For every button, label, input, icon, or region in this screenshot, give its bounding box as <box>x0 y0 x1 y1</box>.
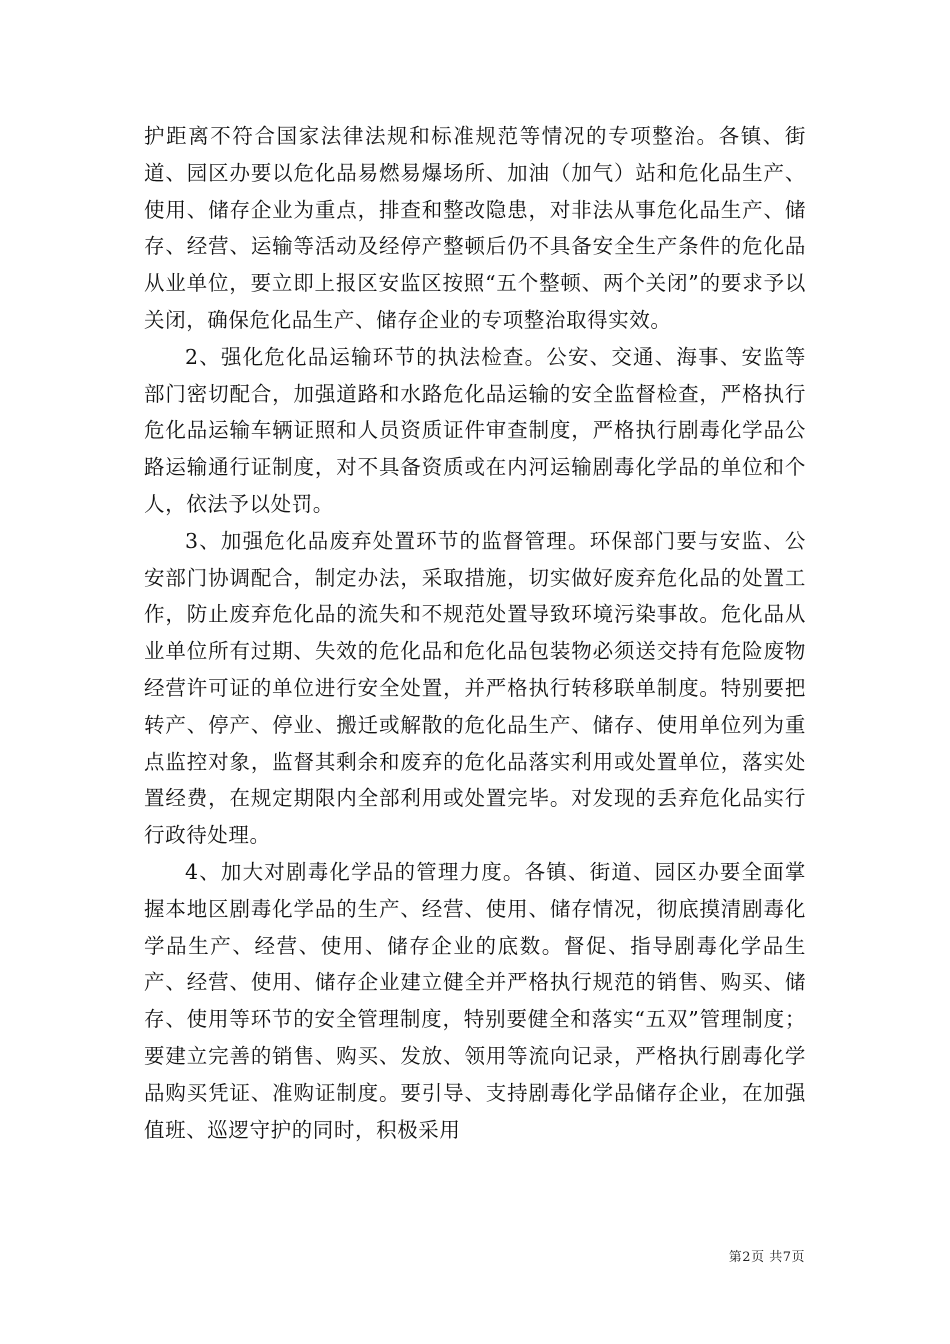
paragraph-4: 4、加大对剧毒化学品的管理力度。各镇、街道、园区办要全面掌握本地区剧毒化学品的生产、经营、使用、储存情况，彻底摸清剧毒化学品生产、经营、使用、储存企业的底数。督促、指导剧毒化学品生产、经营、使用、储存企业建立健全并严格执行规范的销售、购买、储存、使用等环节的安全管理制度，特别要健全和落实“五双”管理制度；要建立完善的销售、购买、发放、领用等流向记录，严格执行剧毒化学品购买凭证、准购证制度。要引导、支持剧毒化学品储存企业，在加强值班、巡逻守护的同时，积极采用 <box>144 859 806 1142</box>
paragraph-1: 护距离不符合国家法律法规和标准规范等情况的专项整治。各镇、街道、园区办要以危化品易燃易爆场所、加油（加气）站和危化品生产、使用、储存企业为重点，排查和整改隐患，对非法从事危化品生产、储存、经营、运输等活动及经停产整顿后仍不具备安全生产条件的危化品从业单位，要立即上报区安监区按照“五个整顿、两个关闭”的要求予以关闭，确保危化品生产、储存企业的专项整治取得实效。 <box>144 124 806 332</box>
paragraph-3: 3、加强危化品废弃处置环节的监督管理。环保部门要与安监、公安部门协调配合，制定办法，采取措施，切实做好废弃危化品的处置工作，防止废弃危化品的流失和不规范处置导致环境污染事故。危化品从业单位所有过期、失效的危化品和危化品包装物必须送交持有危险废物经营许可证的单位进行安全处置，并严格执行转移联单制度。特别要把转产、停产、停业、搬迁或解散的危化品生产、储存、使用单位列为重点监控对象，监督其剩余和废弃的危化品落实利用或处置单位，落实处置经费，在规定期限内全部利用或处置完毕。对发现的丢弃危化品实行行政待处理。 <box>144 528 806 848</box>
page-body <box>144 118 806 1148</box>
footer-middle: 页 共 <box>751 1250 783 1265</box>
footer-prefix: 第 <box>728 1250 743 1265</box>
footer-current-page: 2 <box>742 1250 752 1265</box>
footer-suffix: 页 <box>791 1250 805 1265</box>
footer-total-pages: 7 <box>782 1250 792 1265</box>
paragraph-2: 2、强化危化品运输环节的执法检查。公安、交通、海事、安监等部门密切配合，加强道路和水路危化品运输的安全监督检查，严格执行危化品运输车辆证照和人员资质证件审查制度，严格执行剧毒化学品公路运输通行证制度，对不具备资质或在内河运输剧毒化学品的单位和个人，依法予以处罚。 <box>144 344 806 516</box>
page-number-footer <box>729 1246 805 1265</box>
